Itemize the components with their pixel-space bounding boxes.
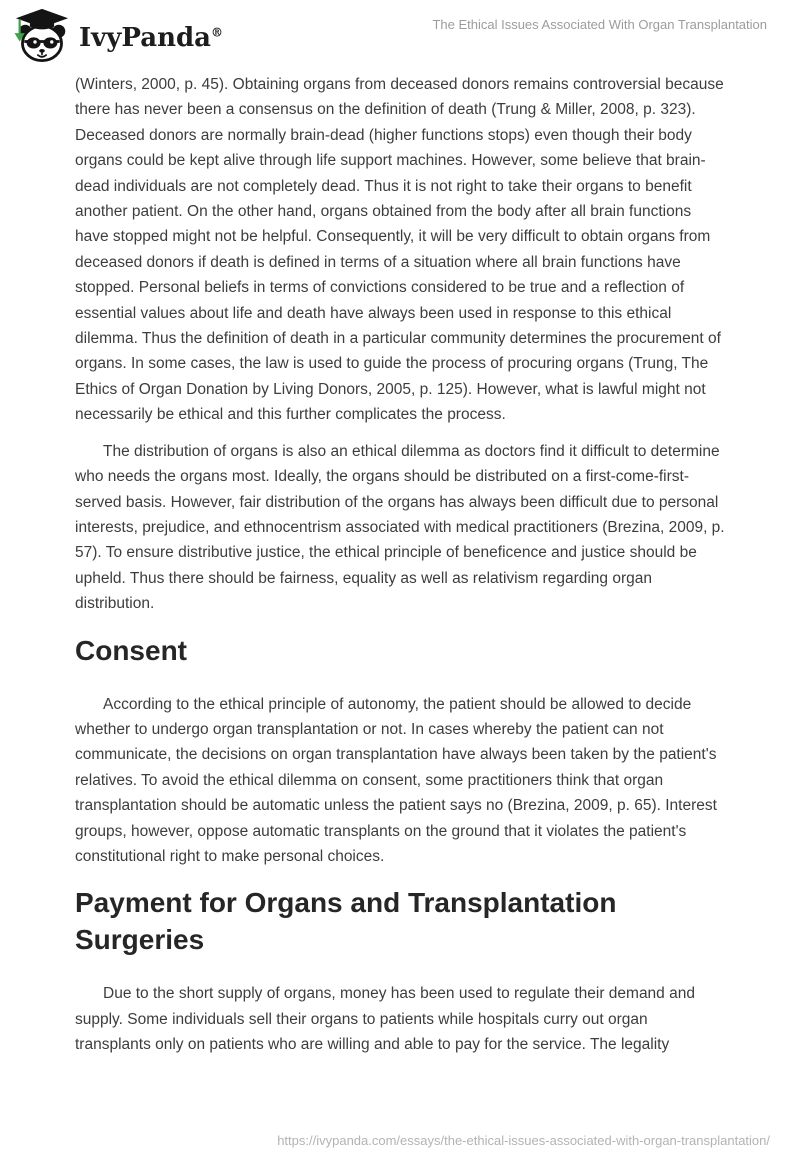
document-title: The Ethical Issues Associated With Organ Transplantation: [432, 17, 767, 32]
essay-body: [75, 72, 727, 1058]
source-url: https://ivypanda.com/essays/the-ethical-issues-associated-with-organ-transplantation/: [277, 1133, 770, 1148]
paragraph: (Winters, 2000, p. 45). Obtaining organs from deceased donors remains controversial because there has never been a consensus on the definition of death (Trung & Miller, 2008, p. 323). Deceased donors are normally brain-dead (higher functions stops) even though their body organs could be kept alive through life support machines. However, some believe that brain-dead individuals are not completely dead. Thus it is not right to take their organs to benefit another patient. On the other hand, organs obtained from the body after all brain functions have stopped might not be helpful. Consequently, it will be very difficult to obtain organs from deceased donors if death is defined in terms of a situation where all brain functions have stopped. Personal beliefs in terms of convictions considered to be true and a reflection of essential values about life and death have always been used in response to this ethical dilemma. Thus the definition of death in a particular community determines the procurement of organs. In some cases, the law is used to guide the process of procuring organs (Trung, The Ethics of Organ Donation by Living Donors, 2005, p. 125). However, what is lawful might not necessarily be ethical and this further complicates the process.: [75, 76, 724, 424]
paragraph: Due to the short supply of organs, money has been used to regulate their demand and supply. Some individuals sell their organs to patients while hospitals curry out organ transplants only on patients who are willing and able to pay for the service. The legality: [75, 985, 695, 1054]
paragraph: According to the ethical principle of autonomy, the patient should be allowed to decide whether to undergo organ transplantation or not. In cases whereby the patient can not communicate, the decisions on organ transplantation have always been taken by the patient's relatives. To avoid the ethical dilemma on consent, some practitioners think that organ transplantation should be automatic unless the patient says no (Brezina, 2009, p. 65). Interest groups, however, oppose automatic transplants on the ground that it violates the patient's constitutional right to make personal choices.: [75, 695, 717, 865]
registered-trademark-symbol: ®: [211, 25, 224, 40]
panda-graduation-cap-icon: [14, 8, 70, 62]
page-footer: [277, 1133, 770, 1148]
section-heading-consent: Consent: [75, 634, 187, 666]
brand: [14, 8, 223, 62]
paragraph: The distribution of organs is also an ethical dilemma as doctors find it difficult to determine who needs the organs most. Ideally, the organs should be distributed on a first-come-first-served basis. However, fair distribution of the organs has always been difficult due to personal interests, prejudice, and ethnocentrism associated with medical practitioners (Brezina, 2009, p. 57). To ensure distributive justice, the ethical principle of beneficence and justice should be upheld. Thus there should be fairness, equality as well as relativism regarding organ distribution.: [75, 442, 725, 613]
page-header: [0, 0, 800, 64]
brand-name-text: IvyPanda: [79, 23, 212, 53]
section-heading-payment: Payment for Organs and Transplantation Surgeries: [75, 887, 617, 956]
brand-name: [79, 25, 223, 51]
